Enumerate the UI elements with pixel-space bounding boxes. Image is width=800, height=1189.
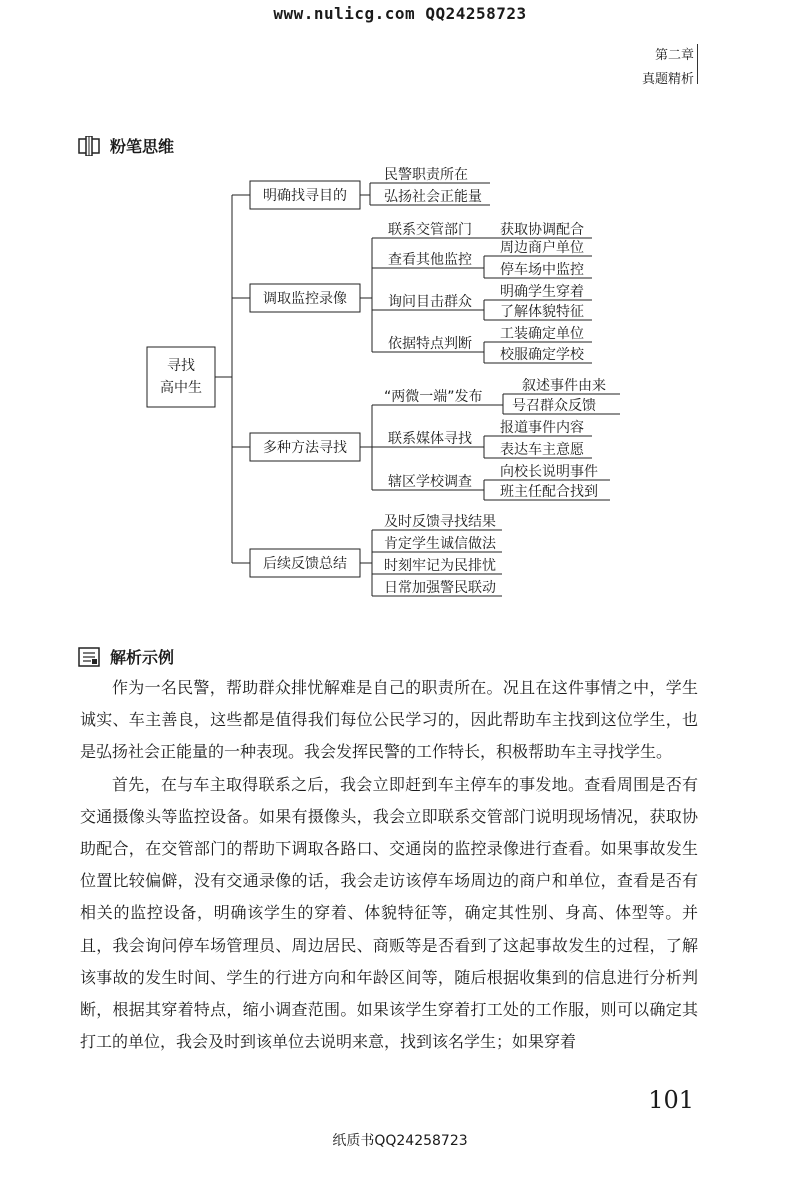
- root-node-line1: 寻找: [167, 358, 195, 374]
- leaf-node: 日常加强警民联动: [384, 580, 496, 596]
- leaf-node: 民警职责所在: [384, 167, 468, 183]
- leaf-node: 叙述事件由来: [522, 378, 606, 394]
- leaf-node: 明确学生穿着: [500, 284, 584, 300]
- sub-node: 查看其他监控: [388, 252, 472, 268]
- leaf-node: 班主任配合找到: [500, 484, 598, 500]
- sub-node: 依据特点判断: [388, 336, 472, 352]
- leaf-node: 时刻牢记为民排忧: [384, 558, 496, 574]
- paragraph: 作为一名民警，帮助群众排忧解难是自己的职责所在。况且在这件事情之中，学生诚实、车主善良，这些都是值得我们每位公民学习的，因此帮助车主找到这位学生，也是弘扬社会正能量的一种表现。我会发挥民警的工作特长，积极帮助车主寻找学生。: [80, 678, 698, 762]
- branch-surveillance: 调取监控录像: [263, 291, 347, 307]
- mindmap-title: 粉笔思维: [110, 137, 175, 156]
- analysis-title: 解析示例: [110, 648, 175, 667]
- leaf-node: 表达车主意愿: [500, 442, 584, 458]
- chapter-section: 真题精析: [641, 72, 694, 87]
- leaf-node: 号召群众反馈: [512, 398, 596, 414]
- leaf-node: 周边商户单位: [500, 240, 584, 256]
- branch-feedback: 后续反馈总结: [263, 556, 347, 572]
- leaf-node: 及时反馈寻找结果: [384, 514, 496, 530]
- paragraph: 首先，在与车主取得联系之后，我会立即赶到车主停车的事发地。查看周围是否有交通摄像头等监控设备。如果有摄像头，我会立即联系交管部门说明现场情况，获取协助配合，在交管部门的帮助下调取各路口、交通岗的监控录像进行查看。如果事故发生位置比较偏僻，没有交通录像的话，我会走访该停车场周边的商户和单位，查看是否有相关的监控设备，明确该学生的穿着、体貌特征等，确定其性别、身高、体型等。并且，我会询问停车场管理员、周边居民、商贩等是否看到了这起事故发生的过程，了解该事故的发生时间、学生的行进方向和年龄区间等，随后根据收集到的信息进行分析判断，根据其穿着特点，缩小调查范围。如果该学生穿着打工处的工作服，则可以确定其打工的单位，我会及时到该单位去说明来意，找到该名学生；如果穿着: [80, 774, 698, 1052]
- sub-node: 询问目击群众: [388, 294, 472, 310]
- sub-node: 辖区学校调查: [388, 474, 472, 490]
- branch-methods: 多种方法寻找: [263, 440, 347, 456]
- footer-watermark: 纸质书QQ24258723: [332, 1133, 468, 1149]
- leaf-node: 向校长说明事件: [500, 464, 598, 480]
- sub-node: 联系媒体寻找: [388, 431, 472, 447]
- leaf-node: 校服确定学校: [500, 347, 584, 363]
- leaf-node: 工装确定单位: [500, 326, 584, 342]
- sub-node: “两微一端”发布: [384, 389, 483, 405]
- leaf-node: 弘扬社会正能量: [384, 189, 482, 205]
- header-watermark: www.nulicg.com QQ24258723: [273, 4, 527, 23]
- leaf-node: 报道事件内容: [500, 420, 584, 436]
- sub-node: 联系交管部门: [388, 222, 472, 238]
- leaf-node: 停车场中监控: [500, 262, 584, 278]
- leaf-node: 了解体貌特征: [500, 304, 584, 320]
- root-node-line2: 高中生: [160, 380, 202, 396]
- analysis-heading: [78, 645, 174, 668]
- analysis-body: [80, 672, 698, 1058]
- chapter-title: 第二章: [654, 48, 694, 63]
- leaf-node: 获取协调配合: [500, 222, 584, 238]
- branch-purpose: 明确找寻目的: [263, 188, 347, 204]
- leaf-node: 肯定学生诚信做法: [384, 536, 496, 552]
- page-number: 101: [648, 1086, 694, 1114]
- document-icon: [78, 647, 100, 667]
